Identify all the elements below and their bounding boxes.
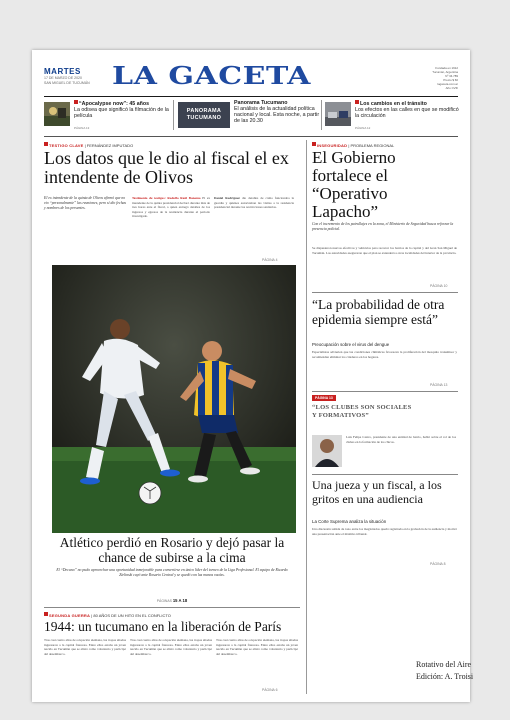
right4-subhead: La Corte Suprema analiza la situación xyxy=(312,519,387,524)
right-rule xyxy=(312,474,458,475)
bottom-rule xyxy=(44,607,300,608)
portrait-photo xyxy=(312,435,342,467)
teaser-page: PÁGINA 12 xyxy=(355,126,371,130)
teaser-transito[interactable] xyxy=(325,100,459,132)
teaser-title: Panorama Tucumano El análisis de la actualidad política nacional y local. Esta noche, a partir de las 20.30 xyxy=(234,100,320,124)
right1-page-ref: PÁGINA 10 xyxy=(430,284,448,288)
bottom-section-label: SEGUNDA GUERRA | 80 AÑOS DE UN HITO EN EL CONFLICTO xyxy=(44,612,171,618)
meta-line: Fundada en 1912 xyxy=(435,66,458,70)
right4-page-ref: PÁGINA 8 xyxy=(430,562,446,566)
date-day: MARTES xyxy=(44,67,81,76)
bottom-column-1: Tras casi cuatro años de ocupación alemana, las tropas aliadas ingresaron a la capital francesa. Entre ellos estaba un joven nacido en Tucumán que se alistó como voluntario y participó del desembarco. xyxy=(44,638,126,656)
right2-subhead: Preocupación sobre el virus del dengue xyxy=(312,342,390,347)
teaser-page: PÁGINA 13 xyxy=(74,126,90,130)
right3-tag: PÁGINA 13 xyxy=(312,395,336,401)
date-full: 17 DE MARZO DE 2020 xyxy=(44,76,82,80)
lead-column-3: Daniel Rodríguez dio detalles de cómo funcionaba la guardia y quiénes autorizaban las visitas a la residencia presidencial durante las restricciones sanitarias. xyxy=(214,196,294,210)
side-credit-line-1: Rotativo del Aire xyxy=(416,660,472,669)
masthead-meta xyxy=(402,66,458,91)
column-divider xyxy=(306,140,307,694)
photo-deck: El “Decano” no pudo aprovechar una oportunidad inmejorable para convertirse en único líder del torneo de la Liga Profesional. El equipo de Ricardo Zielinski cayó ante Rosario Central y se quedó con las manos vacías. xyxy=(56,568,288,577)
bottom-page-ref: PÁGINA 6 xyxy=(262,688,278,692)
photo-headline[interactable]: Atlético perdió en Rosario y dejó pasar la chance de subirse a la cima xyxy=(59,535,285,565)
right2-body: Especialistas advierten que las condiciones climáticas favorecen la proliferación del mosquito transmisor y recomiendan eliminar los criaderos en los hogares. xyxy=(312,350,457,359)
meta-line: Año CVIII xyxy=(445,86,458,91)
soccer-photo xyxy=(52,265,296,533)
teaser-title: “Apocalypse now”: 45 años La odisea que significó la filmación de la película xyxy=(74,101,169,119)
masthead-rule xyxy=(44,96,458,97)
right3-headline[interactable]: “LOS CLUBES SON SOCIALES Y FORMATIVOS” xyxy=(312,404,412,419)
right-rule xyxy=(312,292,458,293)
right1-headline[interactable]: El Gobierno fortalece el “Operativo Lapacho” xyxy=(312,148,396,221)
lead-deck: El ex intendente de la quinta de Olivos afirmó que no vio “personalmente” las reuniones, pero sí dio fechas y nombres de los presentes. xyxy=(44,196,126,210)
teaser-divider xyxy=(321,100,322,130)
teaser-apocalypse[interactable] xyxy=(44,100,172,132)
bottom-headline[interactable]: 1944: un tucumano en la liberación de París xyxy=(44,619,282,634)
traffic-thumbnail xyxy=(325,102,351,126)
meta-line: Precio $ 60 xyxy=(443,78,458,83)
teaser-title: Los cambios en el tránsito Los efectos en las calles en que se modificó la circulación xyxy=(355,101,459,119)
bottom-column-2: Tras casi cuatro años de ocupación alemana, las tropas aliadas ingresaron a la capital francesa. Entre ellos estaba un joven nacido en Tucumán que se alistó como voluntario y participó del desembarco. xyxy=(130,638,212,656)
newspaper-masthead: LA GACETA xyxy=(112,62,311,91)
right-rule xyxy=(312,391,458,392)
right3-body: Luis Felipe Castro, presidente de una entidad de barrio, habló sobre el rol de los clubes en la formación de los chicos. xyxy=(346,435,456,444)
side-credit-line-2: Edición: A. Troisi xyxy=(416,672,474,681)
film-thumbnail xyxy=(44,102,70,126)
right1-deck: Con el incremento de los patrullajes en la zona, el Ministerio de Seguridad busca reforzar la presencia policial. xyxy=(312,222,454,231)
meta-line: Nº 34.789 xyxy=(445,74,458,79)
lead-section-label: TESTIGO CLAVE | FERNÁNDEZ IMPUTADO xyxy=(44,142,133,148)
right4-body: Una discusión subida de tono entre los magistrados quedó registrada en la grabación de la audiencia y motivó una presentación ante el máximo tribunal. xyxy=(312,527,457,536)
teaser-panorama[interactable] xyxy=(178,100,320,132)
teaser-rule xyxy=(44,136,458,137)
panorama-badge: PANORAMA TUCUMANO xyxy=(178,102,230,128)
right1-section-label: INSEGURIDAD | PROBLEMA REGIONAL xyxy=(312,142,394,148)
right2-headline[interactable]: “La probabilidad de otra epidemia siempre está” xyxy=(312,297,445,327)
right4-headline[interactable]: Una jueza y un fiscal, a los gritos en una audiencia xyxy=(312,478,442,506)
right1-body: Se dispusieron nuevos efectivos y vehículos para recorrer los barrios de la capital y del Gran San Miguel de Tucumán. Las autoridades aseguraron que el plan se extenderá a otras localidades del interior de la provincia. xyxy=(312,246,457,255)
lead-headline[interactable]: Los datos que le dio al fiscal el ex intendente de Olivos xyxy=(44,148,289,187)
date-block xyxy=(44,67,106,85)
lead-page-ref: PÁGINA 4 xyxy=(262,258,278,262)
newspaper-front-page xyxy=(32,50,470,702)
bottom-column-3: Tras casi cuatro años de ocupación alemana, las tropas aliadas ingresaron a la capital francesa. Entre ellos estaba un joven nacido en Tucumán que se alistó como voluntario y participó del desembarco. xyxy=(216,638,298,656)
meta-line: lagaceta.com.ar xyxy=(437,82,458,87)
meta-line: Tucumán, Argentina xyxy=(432,70,458,75)
photo-pages-ref: PÁGINAS 15 A 18 xyxy=(156,598,188,603)
date-edition: SAN MIGUEL DE TUCUMÁN xyxy=(44,80,90,85)
lead-column-2: Testimonio de testigos: Rodolfo Raúl Bonomo El ex intendente de la quinta presidencial declaró durante más de tres horas ante el fiscal, a quien entregó detalles de los ingresos y egresos de la residencia durante el período investigado. xyxy=(132,196,210,219)
teaser-divider xyxy=(173,100,174,130)
right2-page-ref: PÁGINA 13 xyxy=(430,383,448,387)
